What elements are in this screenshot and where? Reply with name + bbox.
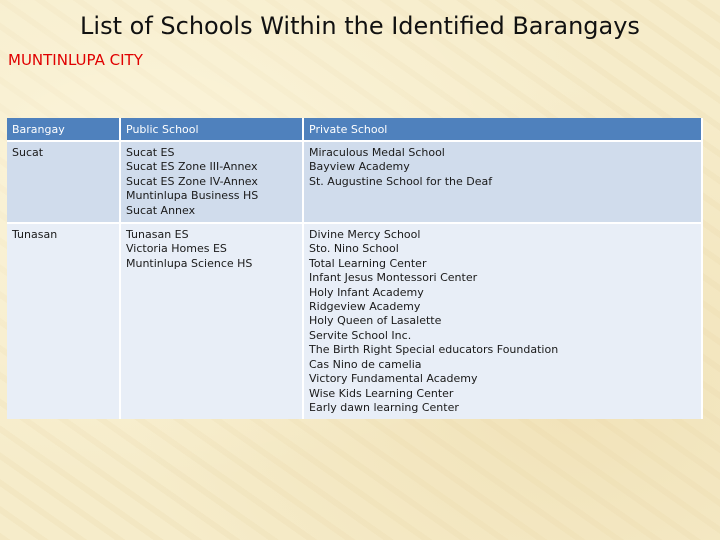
barangay-cell: Tunasan	[7, 223, 120, 419]
list-item: Cas Nino de camelia	[309, 357, 422, 371]
list-item: Early dawn learning Center	[309, 400, 459, 414]
list-item: Total Learning Center	[309, 256, 427, 270]
list-item: The Birth Right Special educators Foundation	[309, 343, 559, 357]
public-school-cell	[120, 223, 303, 419]
list-item: Victoria Homes ES	[126, 242, 227, 256]
list-item: Sucat ES Zone III-Annex	[126, 160, 258, 174]
list-item: Holy Infant Academy	[309, 285, 424, 299]
list-item: Bayview Academy	[309, 160, 410, 174]
list-item: Divine Mercy School	[309, 228, 421, 242]
header-private-school: Private School	[303, 118, 702, 141]
header-barangay: Barangay	[7, 118, 120, 141]
table-row	[7, 141, 702, 223]
private-school-cell	[303, 141, 702, 223]
list-item: Tunasan ES	[126, 228, 189, 242]
page-title: List of Schools Within the Identified Barangays	[80, 12, 640, 40]
header-row	[7, 118, 702, 141]
city-subtitle: MUNTINLUPA CITY	[8, 51, 143, 69]
schools-table	[7, 118, 703, 419]
table-row	[7, 223, 702, 419]
list-item: Sucat ES	[126, 146, 175, 159]
list-item: St. Augustine School for the Deaf	[309, 174, 493, 188]
list-item: Sucat ES Zone IV-Annex	[126, 174, 258, 188]
public-school-cell	[120, 141, 303, 223]
list-item: Muntinlupa Business HS	[126, 189, 259, 203]
barangay-cell: Sucat	[7, 141, 120, 223]
list-item: Ridgeview Academy	[309, 300, 421, 314]
header-public-school: Public School	[120, 118, 303, 141]
private-school-cell	[303, 223, 702, 419]
list-item: Sucat Annex	[126, 203, 196, 217]
list-item: Sto. Nino School	[309, 242, 399, 256]
list-item: Servite School Inc.	[309, 328, 412, 342]
list-item: Holy Queen of Lasalette	[309, 314, 442, 328]
list-item: Muntinlupa Science HS	[126, 256, 253, 270]
list-item: Infant Jesus Montessori Center	[309, 271, 478, 285]
list-item: Victory Fundamental Academy	[309, 372, 478, 386]
list-item: Wise Kids Learning Center	[309, 386, 454, 400]
list-item: Miraculous Medal School	[309, 146, 445, 159]
